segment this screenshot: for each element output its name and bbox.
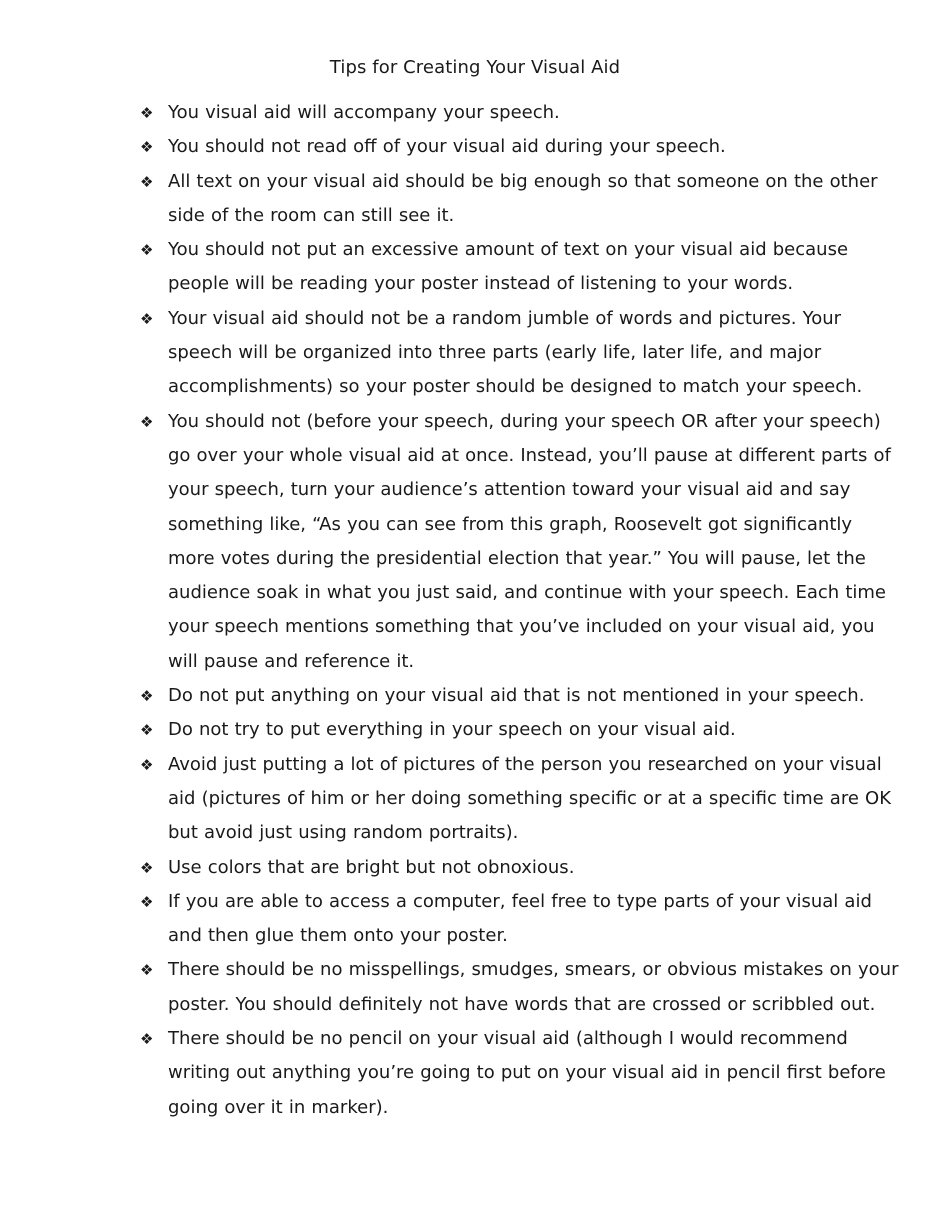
tip-text: If you are able to access a computer, feel free to type parts of your visual aid and then glue them onto your poster. <box>168 890 872 947</box>
list-item <box>140 713 900 747</box>
tip-text: There should be no misspellings, smudges, smears, or obvious mistakes on your poster. You should definitely not have words that are crossed or scribbled out. <box>168 959 899 1015</box>
diamond-bullet-icon: ❖ <box>140 309 154 328</box>
tip-text: There should be no pencil on your visual aid (although I would recommend writing out anything you’re going to put on your visual aid in pencil first before going over it in marker). <box>168 1028 886 1118</box>
list-item <box>140 748 900 851</box>
diamond-bullet-icon: ❖ <box>140 961 154 980</box>
diamond-bullet-icon: ❖ <box>140 1030 154 1049</box>
diamond-bullet-icon: ❖ <box>140 172 154 191</box>
diamond-bullet-icon: ❖ <box>140 755 154 774</box>
list-item <box>140 405 900 679</box>
diamond-bullet-icon: ❖ <box>140 138 154 157</box>
list-item <box>140 885 900 954</box>
tip-text: You should not (before your speech, during your speech OR after your speech) go over your whole visual aid at once. Instead, you’ll pause at different parts of your speech, turn your audience’s attention toward your visual aid and say something like, “As you can see from this graph, Roosevelt got significantly more votes during the presidential election that year.” You will pause, let the audience soak in what you just said, and continue with your speech. Each time your speech mentions something that you’ve included on your visual aid, you will pause and reference it. <box>168 410 891 672</box>
list-item <box>140 302 900 405</box>
diamond-bullet-icon: ❖ <box>140 858 154 877</box>
diamond-bullet-icon: ❖ <box>140 687 154 706</box>
list-item <box>140 165 900 234</box>
list-item <box>140 679 900 713</box>
document-title: Tips for Creating Your Visual Aid <box>329 57 621 78</box>
diamond-bullet-icon: ❖ <box>140 104 154 122</box>
tip-text: Your visual aid should not be a random jumble of words and pictures. Your speech will be organized into three parts (early life, later life, and major accomplishments) so your poster should be designed to match your speech. <box>168 307 863 398</box>
tip-text: You should not read off of your visual aid during your speech. <box>168 136 726 158</box>
diamond-bullet-icon: ❖ <box>140 721 154 740</box>
list-item <box>140 96 900 130</box>
list-item <box>140 851 900 885</box>
diamond-bullet-icon: ❖ <box>140 412 154 431</box>
tip-text: Use colors that are bright but not obnoxious. <box>168 856 575 878</box>
tips-list <box>140 96 900 1125</box>
diamond-bullet-icon: ❖ <box>140 241 154 260</box>
tip-text: You should not put an excessive amount of text on your visual aid because people will be reading your poster instead of listening to your words. <box>168 239 849 295</box>
list-item <box>140 953 900 1022</box>
tip-text: Avoid just putting a lot of pictures of the person you researched on your visual aid (pictures of him or her doing something specific or at a specific time are OK but avoid just using random portraits). <box>168 753 892 844</box>
tip-text: Do not put anything on your visual aid that is not mentioned in your speech. <box>168 685 865 707</box>
list-item <box>140 1022 900 1125</box>
list-item <box>140 233 900 302</box>
list-item <box>140 130 900 164</box>
tip-text: You visual aid will accompany your speech. <box>168 102 560 123</box>
diamond-bullet-icon: ❖ <box>140 892 154 911</box>
tip-text: Do not try to put everything in your speech on your visual aid. <box>168 719 736 741</box>
tip-text: All text on your visual aid should be big enough so that someone on the other side of the room can still see it. <box>168 170 878 226</box>
